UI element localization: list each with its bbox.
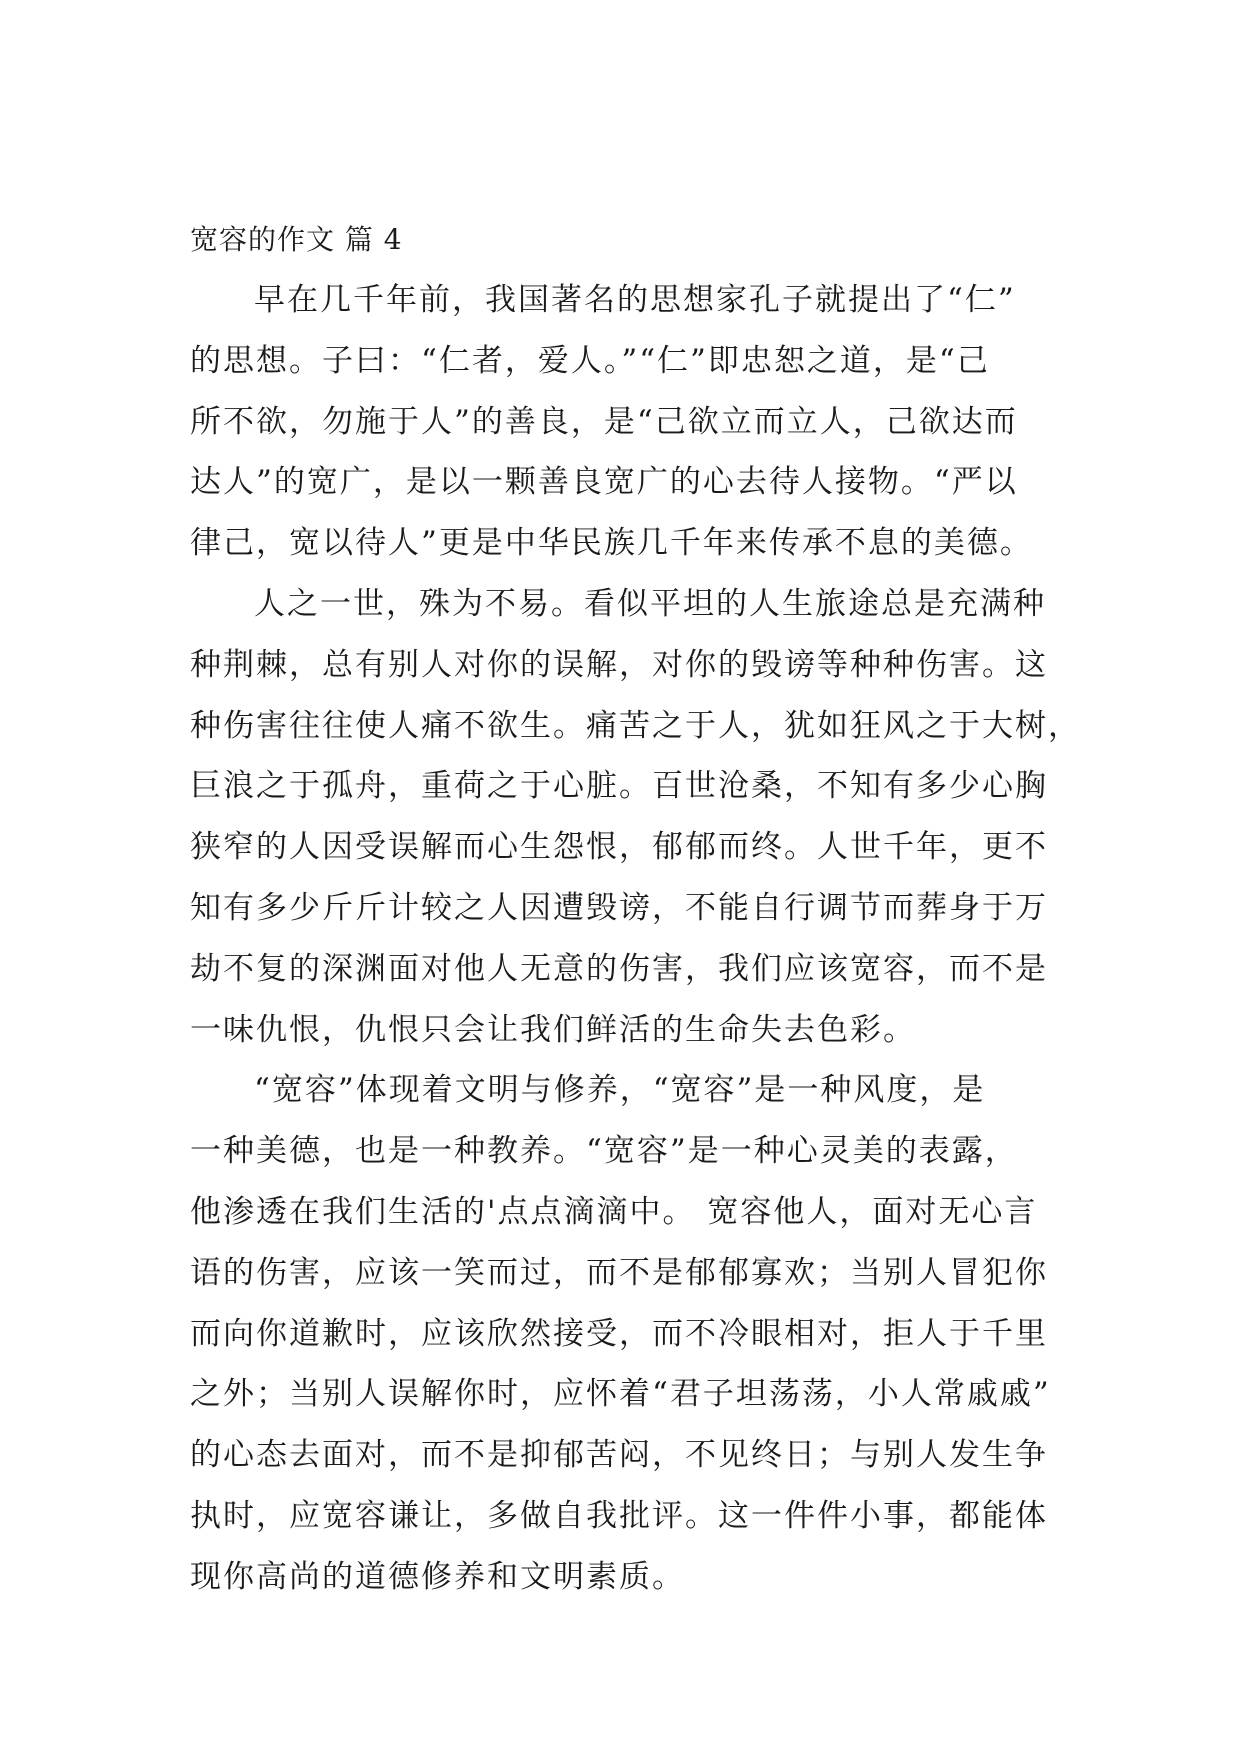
paragraph-line: 狭窄的人因受误解而心生怨恨，郁郁而终。人世千年，更不 <box>190 829 1048 866</box>
paragraph-line: 种伤害往往使人痛不欲生。痛苦之于人，犹如狂风之于大树， <box>190 707 1081 744</box>
paragraph-2 <box>190 574 1081 1060</box>
paragraph-line: 达人”的宽广，是以一颗善良宽广的心去待人接物。“严以 <box>190 464 1018 501</box>
paragraph-1 <box>190 270 1070 574</box>
document-page <box>190 210 1081 1608</box>
paragraph-line: 知有多少斤斤计较之人因遭毁谤，不能自行调节而葬身于万 <box>190 889 1048 926</box>
paragraph-line: 执时，应宽容谦让，多做自我批评。这一件件小事，都能体 <box>190 1497 1048 1534</box>
paragraph-line: 现你高尚的道德修养和文明素质。 <box>190 1558 685 1595</box>
paragraph-line: 他渗透在我们生活的'点点滴滴中。 宽容他人，面对无心言 <box>190 1193 1038 1230</box>
paragraph-line: 劫不复的深渊面对他人无意的伤害，我们应该宽容，而不是 <box>190 950 1048 987</box>
paragraph-line: 一种美德，也是一种教养。“宽容”是一种心灵美的表露， <box>190 1133 1018 1170</box>
paragraph-line: 所不欲，勿施于人”的善良，是“己欲立而立人，己欲达而 <box>190 403 1018 440</box>
paragraph-line: “宽容”体现着文明与修养，“宽容”是一种风度，是 <box>254 1072 986 1109</box>
paragraph-line: 的思想。子曰：“仁者，爱人。”“仁”即忠恕之道，是“己 <box>190 342 990 379</box>
paragraph-line: 巨浪之于孤舟，重荷之于心脏。百世沧桑，不知有多少心胸 <box>190 768 1048 805</box>
paragraph-line: 早在几千年前，我国著名的思想家孔子就提出了“仁” <box>254 282 1016 318</box>
paragraph-line: 之外；当别人误解你时，应怀着“君子坦荡荡，小人常戚戚” <box>190 1376 1051 1413</box>
paragraph-line: 的心态去面对，而不是抑郁苦闷，不见终日；与别人发生争 <box>190 1437 1048 1474</box>
paragraph-line: 一味仇恨，仇恨只会让我们鲜活的生命失去色彩。 <box>190 1011 916 1048</box>
paragraph-line: 语的伤害，应该一笑而过，而不是郁郁寡欢；当别人冒犯你 <box>190 1254 1048 1291</box>
paragraph-line: 而向你道歉时，应该欣然接受，而不冷眼相对，拒人于千里 <box>190 1315 1048 1352</box>
paragraph-line: 种荆棘，总有别人对你的误解，对你的毁谤等种种伤害。这 <box>190 646 1048 683</box>
paragraph-3 <box>190 1060 1070 1607</box>
paragraph-line: 人之一世，殊为不易。看似平坦的人生旅途总是充满种 <box>254 585 1046 622</box>
document-title: 宽容的作文 篇 4 <box>190 223 403 256</box>
paragraph-line: 律己，宽以待人”更是中华民族几千年来传承不息的美德。 <box>190 525 1033 562</box>
